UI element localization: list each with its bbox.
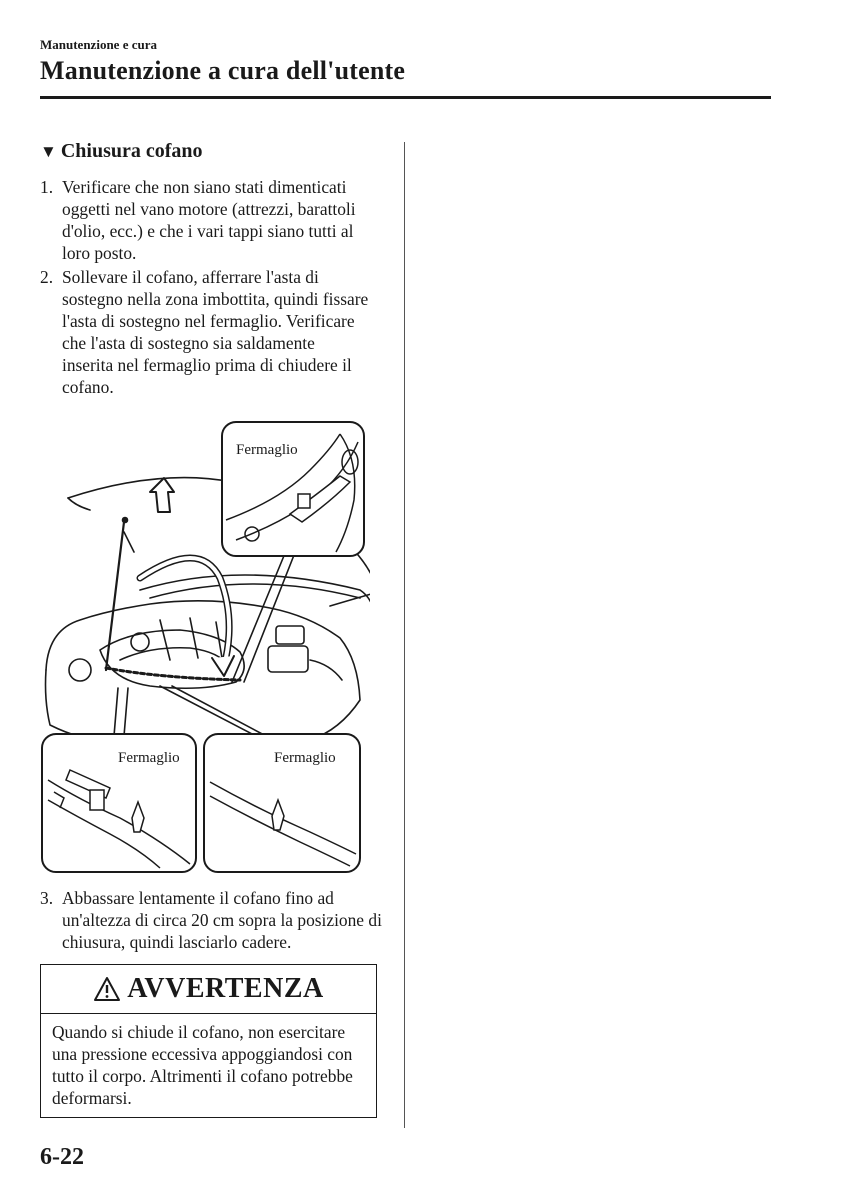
column-divider [404, 142, 405, 1128]
step-number: 3. [40, 888, 54, 908]
steps-list [40, 176, 370, 400]
warning-header [41, 965, 376, 1014]
step-text: Abbassare lentamente il cofano fino ad un'altezza di circa 20 cm sopra la posizione di chiusura, quindi lasciarlo cadere. [62, 888, 382, 952]
step-text: Sollevare il cofano, afferrare l'asta di sostegno nella zona imbottita, quindi fissare l'asta di sostegno nel fermaglio. Verificare che l'asta di sostegno sia saldamente inserita nel fermaglio prima di chiudere il cofano. [62, 267, 369, 397]
callout-label-bottom-left: Fermaglio [118, 750, 180, 766]
step-text: Verificare che non siano stati dimenticati oggetti nel vano motore (attrezzi, barattoli d'olio, ecc.) e che i vari tappi siano tutti al loro posto. [62, 177, 356, 263]
step-item [40, 887, 385, 953]
subheading [40, 140, 203, 163]
subheading-text: Chiusura cofano [60, 140, 203, 162]
triangle-marker-icon: ▼ [40, 142, 57, 161]
step-number: 2. [40, 267, 54, 287]
steps-list-continued [40, 887, 385, 955]
warning-text: Quando si chiude il cofano, non esercitare una pressione eccessiva appoggiandosi con tutto il corpo. Altrimenti il cofano potrebbe deformarsi. [52, 1022, 353, 1108]
warning-title: AVVERTENZA [127, 973, 324, 1004]
section-kicker: Manutenzione e cura [40, 37, 157, 52]
hood-support-illustration [40, 420, 370, 875]
step-item [40, 266, 370, 398]
step-item [40, 176, 370, 264]
step-number: 1. [40, 177, 54, 197]
title-rule [40, 96, 771, 99]
callout-label-bottom-right: Fermaglio [274, 750, 336, 766]
warning-triangle-icon [93, 976, 121, 1002]
warning-box [40, 964, 377, 1118]
page-number: 6-22 [40, 1144, 84, 1170]
callout-label-top: Fermaglio [236, 442, 298, 458]
page-title: Manutenzione a cura dell'utente [40, 56, 406, 85]
